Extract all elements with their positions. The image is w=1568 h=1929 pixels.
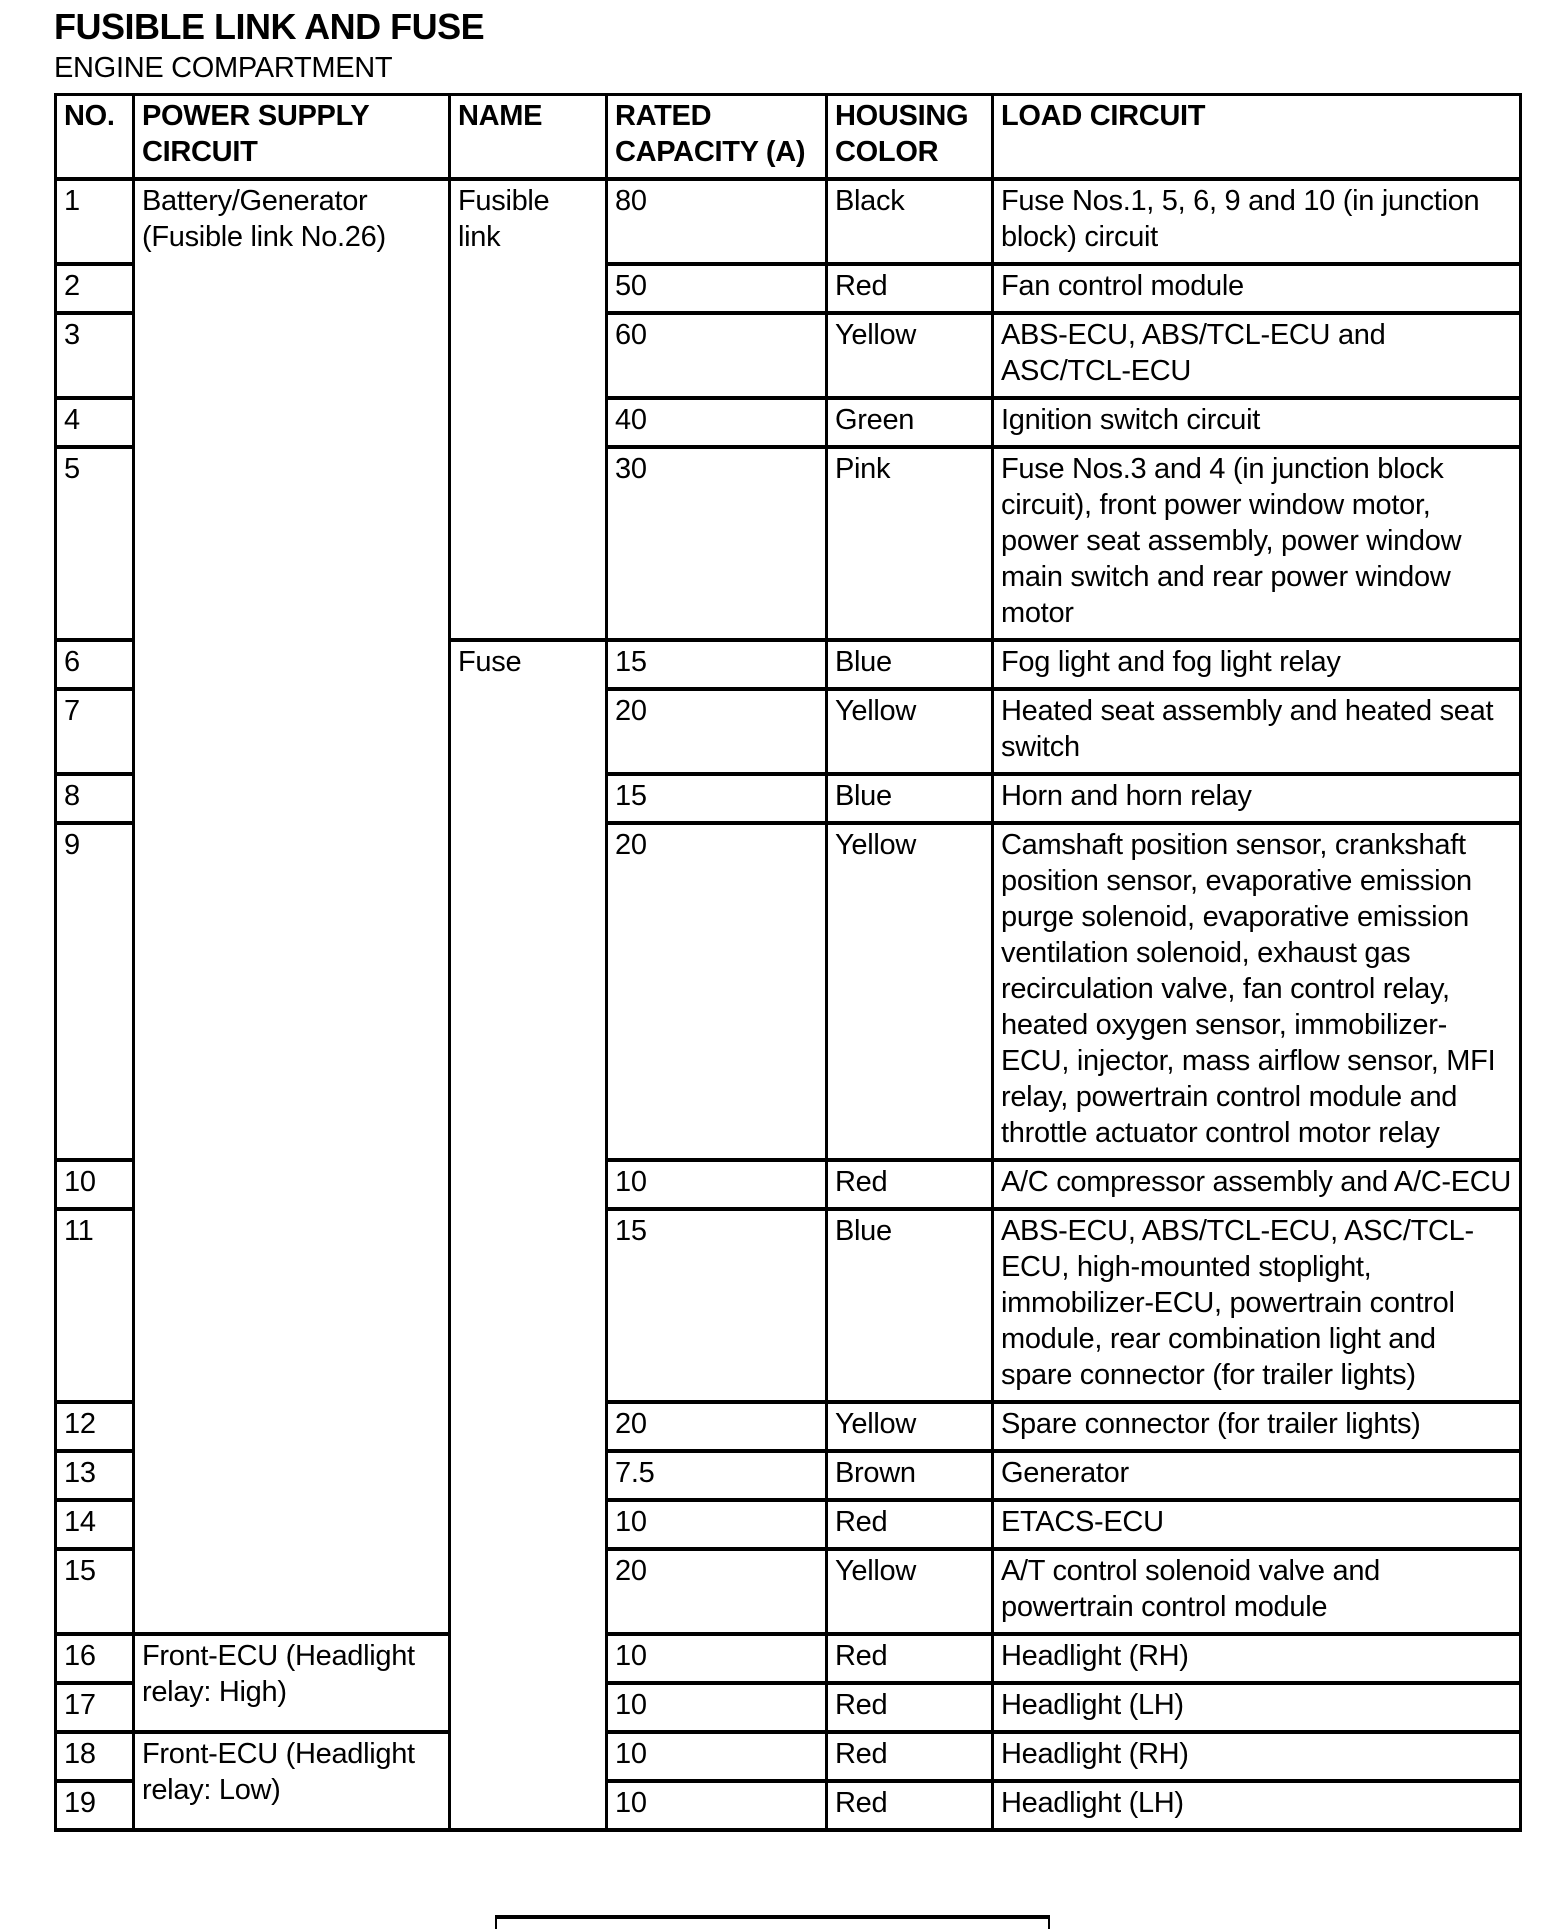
cell-housing-color: Yellow — [827, 823, 993, 1160]
cell-load-circuit: ABS-ECU, ABS/TCL-ECU, ASC/TCL-ECU, high-mounted stoplight, immobilizer-ECU, powertrain control module, rear combination light and spare connector (for trailer lights) — [993, 1209, 1521, 1402]
cell-housing-color: Green — [827, 398, 993, 447]
cell-no: 7 — [56, 689, 134, 774]
cell-load-circuit: Spare connector (for trailer lights) — [993, 1402, 1521, 1451]
cell-name: Fusible link — [450, 179, 607, 640]
cell-housing-color: Red — [827, 1683, 993, 1732]
cell-load-circuit: Horn and horn relay — [993, 774, 1521, 823]
cell-rated-capacity: 10 — [607, 1634, 827, 1683]
cell-load-circuit: ETACS-ECU — [993, 1500, 1521, 1549]
cell-no: 9 — [56, 823, 134, 1160]
header-load-circuit: LOAD CIRCUIT — [993, 95, 1521, 180]
cell-housing-color: Red — [827, 1160, 993, 1209]
cell-housing-color: Red — [827, 264, 993, 313]
cell-no: 10 — [56, 1160, 134, 1209]
cell-housing-color: Brown — [827, 1451, 993, 1500]
cell-rated-capacity: 20 — [607, 823, 827, 1160]
cell-housing-color: Blue — [827, 774, 993, 823]
header-housing-color: HOUSING COLOR — [827, 95, 993, 180]
cell-rated-capacity: 40 — [607, 398, 827, 447]
cell-no: 3 — [56, 313, 134, 398]
cell-no: 15 — [56, 1549, 134, 1634]
table-header-row — [56, 95, 1521, 180]
cell-rated-capacity: 10 — [607, 1160, 827, 1209]
cell-no: 4 — [56, 398, 134, 447]
cell-rated-capacity: 20 — [607, 1549, 827, 1634]
table-row — [56, 1634, 1521, 1683]
cell-housing-color: Pink — [827, 447, 993, 640]
cell-load-circuit: A/C compressor assembly and A/C-ECU — [993, 1160, 1521, 1209]
cell-rated-capacity: 15 — [607, 1209, 827, 1402]
cell-no: 1 — [56, 179, 134, 264]
footer-box — [495, 1915, 1050, 1929]
header-name: NAME — [450, 95, 607, 180]
cell-housing-color: Red — [827, 1634, 993, 1683]
cell-housing-color: Blue — [827, 640, 993, 689]
header-no: NO. — [56, 95, 134, 180]
table-row — [56, 179, 1521, 264]
cell-power-supply-circuit: Front-ECU (Headlight relay: Low) — [134, 1732, 450, 1830]
cell-load-circuit: Fuse Nos.1, 5, 6, 9 and 10 (in junction block) circuit — [993, 179, 1521, 264]
cell-load-circuit: Camshaft position sensor, crankshaft position sensor, evaporative emission purge solenoid, evaporative emission ventilation solenoid, exhaust gas recirculation valve, fan control relay, heated oxygen sensor, immobilizer-ECU, injector, mass airflow sensor, MFI relay, powertrain control module and throttle actuator control motor relay — [993, 823, 1521, 1160]
cell-rated-capacity: 7.5 — [607, 1451, 827, 1500]
cell-rated-capacity: 10 — [607, 1732, 827, 1781]
cell-rated-capacity: 80 — [607, 179, 827, 264]
cell-rated-capacity: 10 — [607, 1683, 827, 1732]
cell-no: 13 — [56, 1451, 134, 1500]
cell-no: 5 — [56, 447, 134, 640]
cell-housing-color: Red — [827, 1732, 993, 1781]
cell-housing-color: Red — [827, 1500, 993, 1549]
fuse-table — [54, 93, 1522, 1832]
cell-housing-color: Yellow — [827, 689, 993, 774]
cell-no: 18 — [56, 1732, 134, 1781]
cell-no: 17 — [56, 1683, 134, 1732]
cell-power-supply-circuit: Front-ECU (Headlight relay: High) — [134, 1634, 450, 1732]
cell-power-supply-circuit: Battery/Generator (Fusible link No.26) — [134, 179, 450, 1634]
section-subtitle: ENGINE COMPARTMENT — [54, 52, 393, 84]
cell-housing-color: Black — [827, 179, 993, 264]
cell-load-circuit: Generator — [993, 1451, 1521, 1500]
cell-load-circuit: Fan control module — [993, 264, 1521, 313]
header-power-supply-circuit: POWER SUPPLY CIRCUIT — [134, 95, 450, 180]
cell-housing-color: Yellow — [827, 313, 993, 398]
header-rated-capacity: RATED CAPACITY (A) — [607, 95, 827, 180]
cell-no: 6 — [56, 640, 134, 689]
cell-no: 12 — [56, 1402, 134, 1451]
cell-load-circuit: Headlight (RH) — [993, 1732, 1521, 1781]
cell-load-circuit: Headlight (LH) — [993, 1781, 1521, 1830]
cell-rated-capacity: 20 — [607, 1402, 827, 1451]
cell-no: 2 — [56, 264, 134, 313]
cell-no: 8 — [56, 774, 134, 823]
cell-no: 14 — [56, 1500, 134, 1549]
cell-rated-capacity: 20 — [607, 689, 827, 774]
cell-rated-capacity: 30 — [607, 447, 827, 640]
cell-rated-capacity: 15 — [607, 774, 827, 823]
cell-rated-capacity: 10 — [607, 1781, 827, 1830]
cell-no: 11 — [56, 1209, 134, 1402]
cell-no: 19 — [56, 1781, 134, 1830]
table-body — [56, 179, 1521, 1830]
cell-rated-capacity: 15 — [607, 640, 827, 689]
cell-load-circuit: A/T control solenoid valve and powertrain control module — [993, 1549, 1521, 1634]
cell-load-circuit: Heated seat assembly and heated seat switch — [993, 689, 1521, 774]
cell-load-circuit: Fuse Nos.3 and 4 (in junction block circuit), front power window motor, power seat assembly, power window main switch and rear power window motor — [993, 447, 1521, 640]
table-row — [56, 1732, 1521, 1781]
cell-rated-capacity: 60 — [607, 313, 827, 398]
cell-load-circuit: ABS-ECU, ABS/TCL-ECU and ASC/TCL-ECU — [993, 313, 1521, 398]
cell-housing-color: Red — [827, 1781, 993, 1830]
cell-load-circuit: Ignition switch circuit — [993, 398, 1521, 447]
cell-housing-color: Blue — [827, 1209, 993, 1402]
cell-name: Fuse — [450, 640, 607, 1830]
cell-no: 16 — [56, 1634, 134, 1683]
cell-load-circuit: Fog light and fog light relay — [993, 640, 1521, 689]
cell-housing-color: Yellow — [827, 1402, 993, 1451]
cell-rated-capacity: 50 — [607, 264, 827, 313]
cell-load-circuit: Headlight (RH) — [993, 1634, 1521, 1683]
cell-rated-capacity: 10 — [607, 1500, 827, 1549]
page-title: FUSIBLE LINK AND FUSE — [54, 6, 485, 47]
cell-load-circuit: Headlight (LH) — [993, 1683, 1521, 1732]
cell-housing-color: Yellow — [827, 1549, 993, 1634]
